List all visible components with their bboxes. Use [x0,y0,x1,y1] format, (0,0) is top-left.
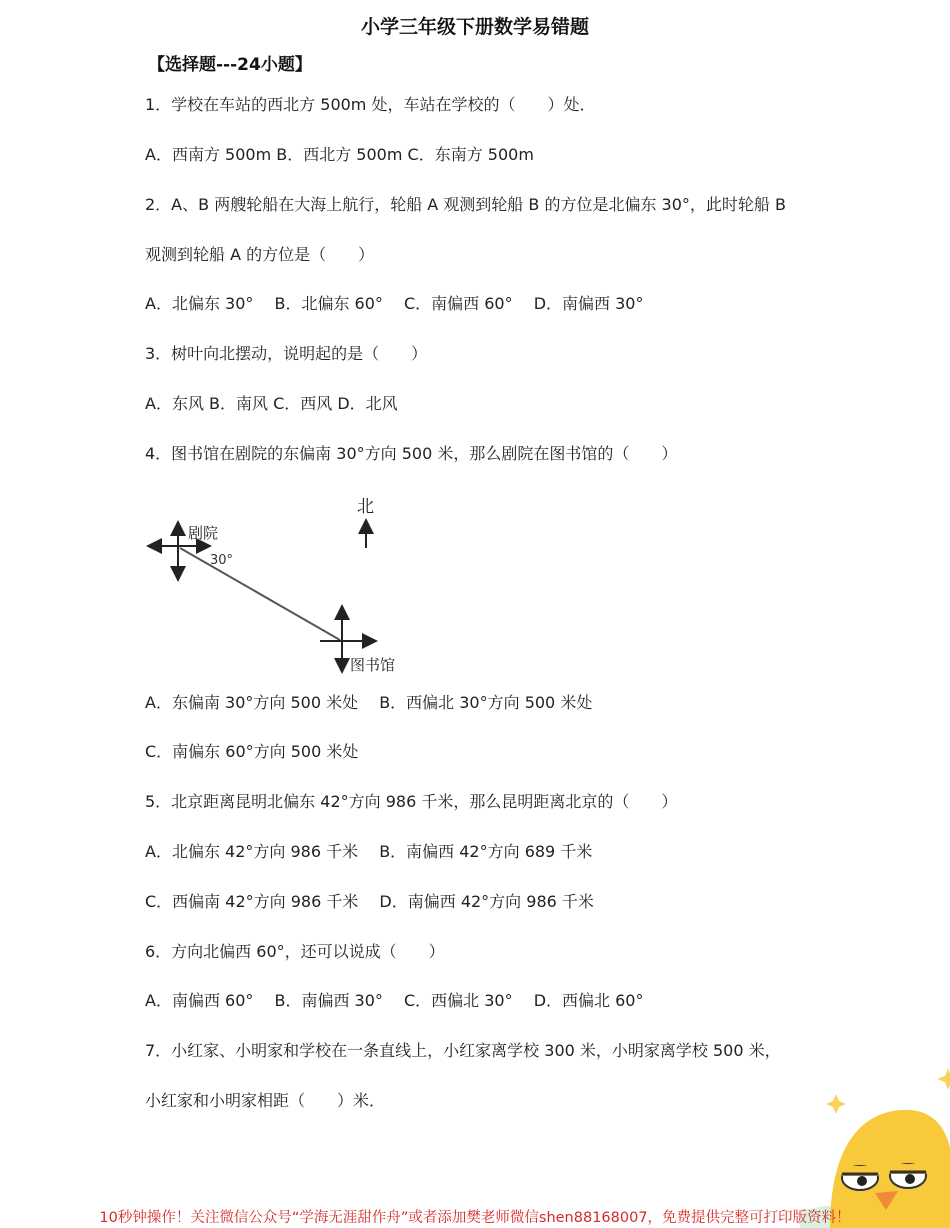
question-1-options: A．西南方 500m B．西北方 500m C．东南方 500m [145,145,534,164]
section-heading: 【选择题---24小题】 [148,55,312,75]
path-line [180,548,340,640]
question-2: 2．A、B 两艘轮船在大海上航行，轮船 A 观测到轮船 B 的方位是北偏东 30°，此时轮船 B [145,195,786,214]
question-1: 1．学校在车站的西北方 500m 处，车站在学校的（ ）处． [145,95,596,114]
angle-label: 30° [210,553,234,568]
theater-label: 剧院 [188,524,219,542]
question-7-cont: 小红家和小明家相距（ ）米． [145,1091,386,1110]
footer-promo: 10秒钟操作！关注微信公众号“学海无涯甜作舟”或者添加樊老师微信shen88168007，免费提供完整可打印版资料！ [99,1210,851,1226]
question-2-cont: 观测到轮船 A 的方位是（ ） [145,245,375,264]
question-3-options: A．东风 B．南风 C．西风 D．北风 [145,394,398,413]
question-5-options-c: C．西偏南 42°方向 986 千米 D．南偏西 42°方向 986 千米 [145,892,594,911]
chick-mascot-icon [800,1028,950,1228]
question-5-options-a: A．北偏东 42°方向 986 千米 B．南偏西 42°方向 689 千米 [145,842,593,861]
page-title: 小学三年级下册数学易错题 [360,16,589,38]
north-label: 北 [357,497,374,517]
direction-diagram [140,490,420,680]
question-6: 6．方向北偏西 60°，还可以说成（ ） [145,942,445,961]
question-4-options-a: A．东偏南 30°方向 500 米处 B．西偏北 30°方向 500 米处 [145,693,593,712]
question-4-options-c: C．南偏东 60°方向 500 米处 [145,742,359,761]
library-label: 图书馆 [350,656,396,674]
question-7: 7．小红家、小明家和学校在一条直线上，小红家离学校 300 米，小明家离学校 500 米， [145,1041,781,1060]
question-3: 3．树叶向北摆动，说明起的是（ ） [145,344,428,363]
question-4: 4．图书馆在剧院的东偏南 30°方向 500 米，那么剧院在图书馆的（ ） [145,444,678,463]
question-5: 5．北京距离昆明北偏东 42°方向 986 千米，那么昆明距离北京的（ ） [145,792,678,811]
question-6-options: A．南偏西 60° B．南偏西 30° C．西偏北 30° D．西偏北 60° [145,991,644,1010]
question-2-options: A．北偏东 30° B．北偏东 60° C．南偏西 60° D．南偏西 30° [145,294,644,313]
